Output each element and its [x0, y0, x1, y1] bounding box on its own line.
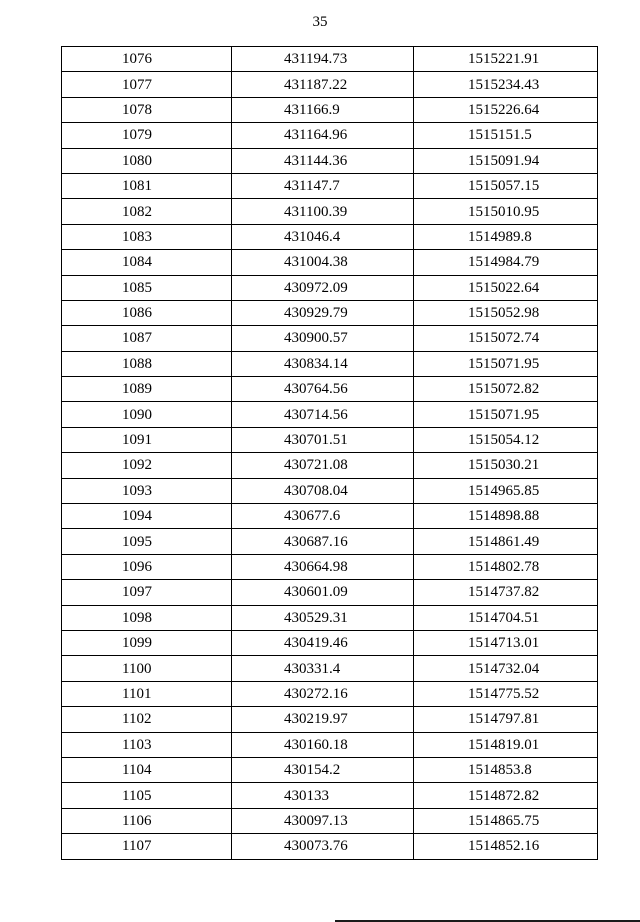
x-coordinate-cell: 1514819.01 — [414, 732, 598, 757]
y-coordinate-cell: 431194.73 — [232, 47, 414, 72]
x-coordinate-cell: 1515221.91 — [414, 47, 598, 72]
x-coordinate-cell: 1515052.98 — [414, 300, 598, 325]
y-coordinate-cell: 430154.2 — [232, 757, 414, 782]
y-coordinate-cell: 430601.09 — [232, 580, 414, 605]
table-row — [62, 326, 598, 351]
x-coordinate-cell: 1514775.52 — [414, 681, 598, 706]
point-number-cell: 1092 — [62, 453, 232, 478]
x-coordinate-cell: 1515010.95 — [414, 199, 598, 224]
y-coordinate-cell: 430701.51 — [232, 427, 414, 452]
table-row — [62, 72, 598, 97]
table-row — [62, 47, 598, 72]
point-number-cell: 1098 — [62, 605, 232, 630]
point-number-cell: 1079 — [62, 123, 232, 148]
point-number-cell: 1107 — [62, 834, 232, 859]
table-row — [62, 377, 598, 402]
point-number-cell: 1080 — [62, 148, 232, 173]
point-number-cell: 1101 — [62, 681, 232, 706]
table-row — [62, 402, 598, 427]
x-coordinate-cell: 1515054.12 — [414, 427, 598, 452]
y-coordinate-cell: 430331.4 — [232, 656, 414, 681]
x-coordinate-cell: 1514797.81 — [414, 707, 598, 732]
y-coordinate-cell: 430419.46 — [232, 630, 414, 655]
y-coordinate-cell: 431004.38 — [232, 250, 414, 275]
y-coordinate-cell: 430834.14 — [232, 351, 414, 376]
y-coordinate-cell: 431147.7 — [232, 173, 414, 198]
coordinates-table-body — [62, 47, 598, 860]
table-row — [62, 173, 598, 198]
x-coordinate-cell: 1515072.74 — [414, 326, 598, 351]
x-coordinate-cell: 1514802.78 — [414, 554, 598, 579]
point-number-cell: 1078 — [62, 97, 232, 122]
x-coordinate-cell: 1514704.51 — [414, 605, 598, 630]
y-coordinate-cell: 430929.79 — [232, 300, 414, 325]
x-coordinate-cell: 1514898.88 — [414, 504, 598, 529]
y-coordinate-cell: 430721.08 — [232, 453, 414, 478]
table-row — [62, 97, 598, 122]
table-row — [62, 580, 598, 605]
table-row — [62, 783, 598, 808]
x-coordinate-cell: 1514852.16 — [414, 834, 598, 859]
point-number-cell: 1091 — [62, 427, 232, 452]
point-number-cell: 1095 — [62, 529, 232, 554]
point-number-cell: 1104 — [62, 757, 232, 782]
page-number: 35 — [312, 14, 328, 30]
point-number-cell: 1087 — [62, 326, 232, 351]
table-row — [62, 834, 598, 859]
point-number-cell: 1086 — [62, 300, 232, 325]
point-number-cell: 1076 — [62, 47, 232, 72]
y-coordinate-cell: 430677.6 — [232, 504, 414, 529]
point-number-cell: 1090 — [62, 402, 232, 427]
x-coordinate-cell: 1515071.95 — [414, 351, 598, 376]
y-coordinate-cell: 430900.57 — [232, 326, 414, 351]
point-number-cell: 1094 — [62, 504, 232, 529]
table-row — [62, 250, 598, 275]
table-row — [62, 275, 598, 300]
y-coordinate-cell: 431046.4 — [232, 224, 414, 249]
point-number-cell: 1085 — [62, 275, 232, 300]
y-coordinate-cell: 431100.39 — [232, 199, 414, 224]
x-coordinate-cell: 1514872.82 — [414, 783, 598, 808]
y-coordinate-cell: 431166.9 — [232, 97, 414, 122]
point-number-cell: 1083 — [62, 224, 232, 249]
point-number-cell: 1084 — [62, 250, 232, 275]
table-row — [62, 681, 598, 706]
y-coordinate-cell: 430097.13 — [232, 808, 414, 833]
point-number-cell: 1077 — [62, 72, 232, 97]
x-coordinate-cell: 1514989.8 — [414, 224, 598, 249]
x-coordinate-cell: 1514984.79 — [414, 250, 598, 275]
table-row — [62, 554, 598, 579]
x-coordinate-cell: 1515234.43 — [414, 72, 598, 97]
point-number-cell: 1093 — [62, 478, 232, 503]
x-coordinate-cell: 1514865.75 — [414, 808, 598, 833]
table-row — [62, 427, 598, 452]
y-coordinate-cell: 430708.04 — [232, 478, 414, 503]
x-coordinate-cell: 1514737.82 — [414, 580, 598, 605]
x-coordinate-cell: 1514713.01 — [414, 630, 598, 655]
y-coordinate-cell: 430073.76 — [232, 834, 414, 859]
x-coordinate-cell: 1515091.94 — [414, 148, 598, 173]
y-coordinate-cell: 430664.98 — [232, 554, 414, 579]
point-number-cell: 1103 — [62, 732, 232, 757]
point-number-cell: 1089 — [62, 377, 232, 402]
table-row — [62, 630, 598, 655]
table-row — [62, 300, 598, 325]
y-coordinate-cell: 431144.36 — [232, 148, 414, 173]
table-row — [62, 123, 598, 148]
table-row — [62, 529, 598, 554]
y-coordinate-cell: 430219.97 — [232, 707, 414, 732]
table-row — [62, 707, 598, 732]
point-number-cell: 1082 — [62, 199, 232, 224]
point-number-cell: 1105 — [62, 783, 232, 808]
x-coordinate-cell: 1515071.95 — [414, 402, 598, 427]
table-row — [62, 199, 598, 224]
x-coordinate-cell: 1514965.85 — [414, 478, 598, 503]
y-coordinate-cell: 431164.96 — [232, 123, 414, 148]
x-coordinate-cell: 1515022.64 — [414, 275, 598, 300]
y-coordinate-cell: 430160.18 — [232, 732, 414, 757]
point-number-cell: 1097 — [62, 580, 232, 605]
point-number-cell: 1106 — [62, 808, 232, 833]
table-row — [62, 808, 598, 833]
y-coordinate-cell: 430133 — [232, 783, 414, 808]
coordinates-table — [61, 46, 598, 860]
x-coordinate-cell: 1515151.5 — [414, 123, 598, 148]
point-number-cell: 1100 — [62, 656, 232, 681]
y-coordinate-cell: 430714.56 — [232, 402, 414, 427]
x-coordinate-cell: 1515057.15 — [414, 173, 598, 198]
point-number-cell: 1099 — [62, 630, 232, 655]
y-coordinate-cell: 430687.16 — [232, 529, 414, 554]
table-row — [62, 148, 598, 173]
x-coordinate-cell: 1514732.04 — [414, 656, 598, 681]
x-coordinate-cell: 1515226.64 — [414, 97, 598, 122]
x-coordinate-cell: 1514861.49 — [414, 529, 598, 554]
table-row — [62, 351, 598, 376]
x-coordinate-cell: 1514853.8 — [414, 757, 598, 782]
y-coordinate-cell: 430972.09 — [232, 275, 414, 300]
point-number-cell: 1088 — [62, 351, 232, 376]
y-coordinate-cell: 430272.16 — [232, 681, 414, 706]
table-row — [62, 453, 598, 478]
y-coordinate-cell: 430529.31 — [232, 605, 414, 630]
table-row — [62, 504, 598, 529]
point-number-cell: 1102 — [62, 707, 232, 732]
table-row — [62, 656, 598, 681]
table-row — [62, 478, 598, 503]
table-row — [62, 757, 598, 782]
x-coordinate-cell: 1515030.21 — [414, 453, 598, 478]
point-number-cell: 1096 — [62, 554, 232, 579]
x-coordinate-cell: 1515072.82 — [414, 377, 598, 402]
y-coordinate-cell: 431187.22 — [232, 72, 414, 97]
table-row — [62, 224, 598, 249]
y-coordinate-cell: 430764.56 — [232, 377, 414, 402]
table-row — [62, 732, 598, 757]
table-row — [62, 605, 598, 630]
point-number-cell: 1081 — [62, 173, 232, 198]
